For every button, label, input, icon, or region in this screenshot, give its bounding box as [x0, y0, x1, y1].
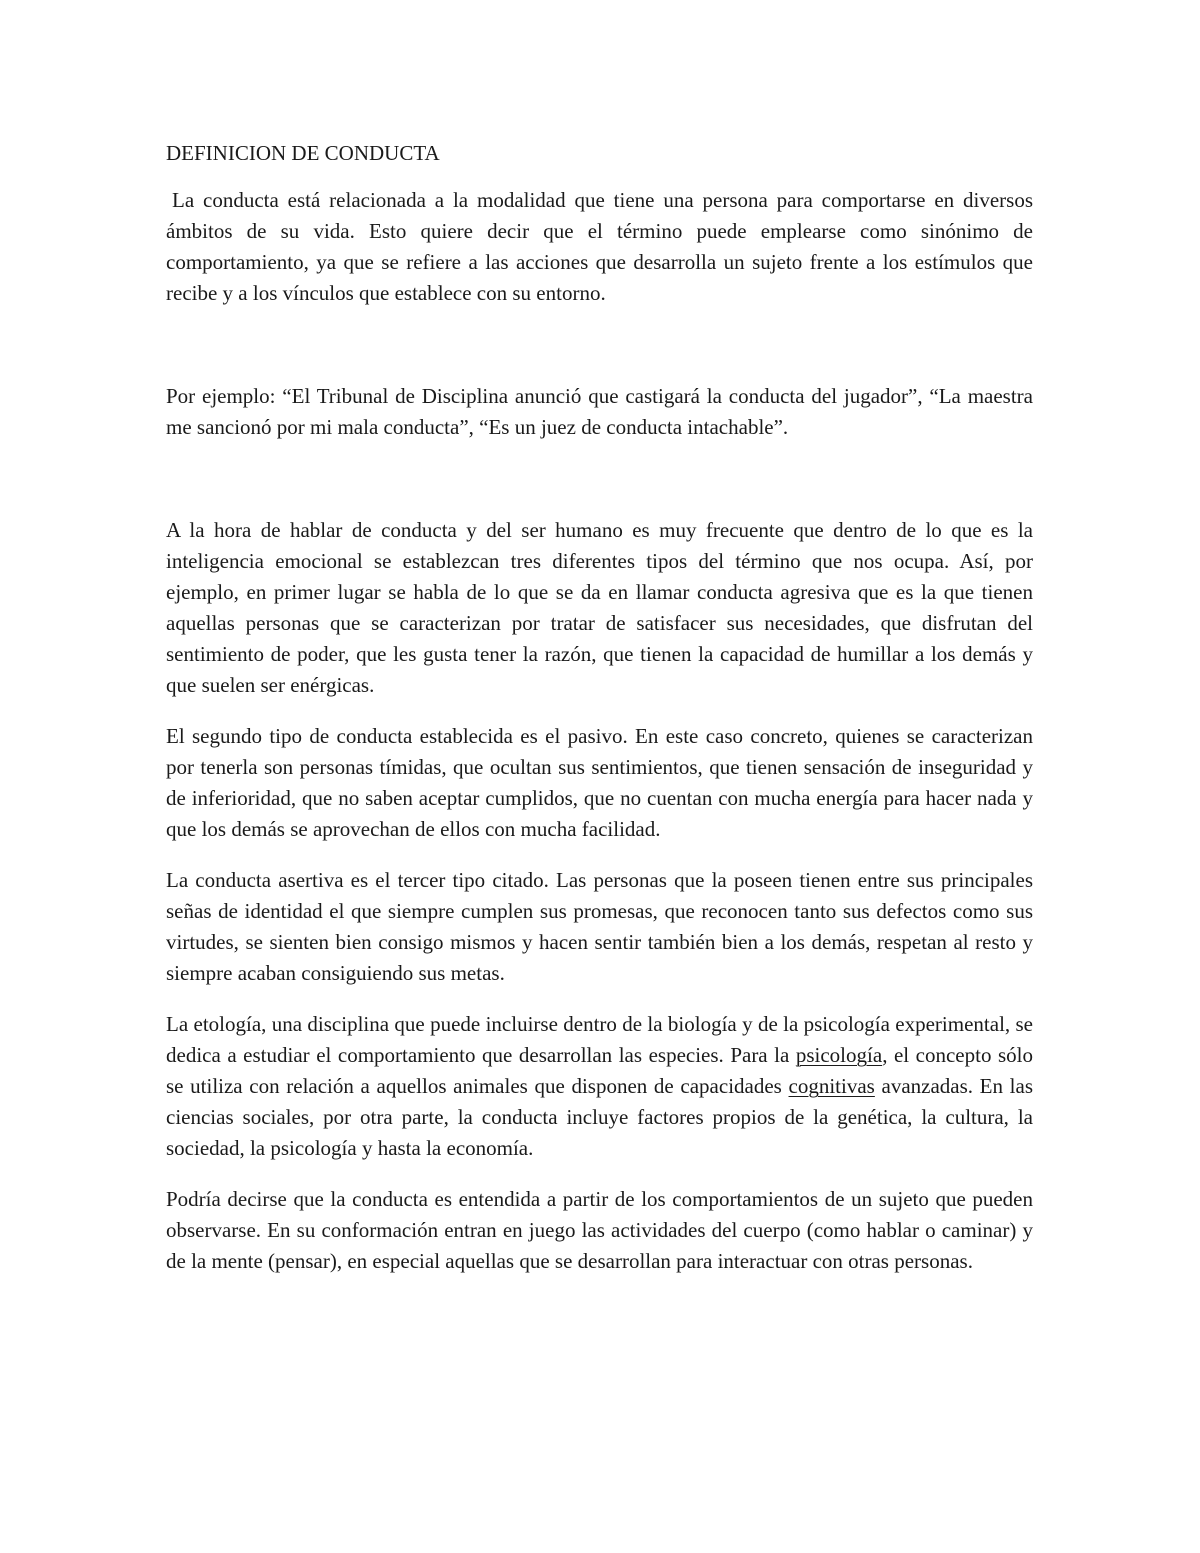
cognitivas-link[interactable]: cognitivas — [788, 1074, 875, 1098]
paragraph-ethology-text-1: La etología, una disciplina que puede incluirse dentro de la biología y de la psicología experimental, se dedica a estudiar el comportamiento que desarrollan las especies. Para la — [166, 1012, 1033, 1067]
paragraph-observable-behavior: Podría decirse que la conducta es entendida a partir de los comportamientos de un sujeto que pueden observarse. En su conformación entran en juego las actividades del cuerpo (como hablar o caminar) y de la mente (pensar), en especial aquellas que se desarrollan para interactuar con otras personas. — [166, 1187, 1033, 1273]
paragraph-examples: Por ejemplo: “El Tribunal de Disciplina anunció que castigará la conducta del jugador”, “La maestra me sancionó por mi mala conducta”, “Es un juez de conducta intachable”. — [166, 384, 1033, 439]
paragraph-definition: La conducta está relacionada a la modalidad que tiene una persona para comportarse en diversos ámbitos de su vida. Esto quiere decir que el término puede emplearse como sinónimo de comportamiento, ya que se refiere a las acciones que desarrolla un sujeto frente a los estímulos que recibe y a los vínculos que establece con su entorno. — [166, 188, 1033, 305]
paragraph-aggressive-conduct: A la hora de hablar de conducta y del ser humano es muy frecuente que dentro de lo que es la inteligencia emocional se establezcan tres diferentes tipos del término que nos ocupa. Así, por ejemplo, en primer lugar se habla de lo que se da en llamar conducta agresiva que es la que tienen aquellas personas que se caracterizan por tratar de satisfacer sus necesidades, que disfrutan del sentimiento de poder, que les gusta tener la razón, que tienen la capacidad de humillar a los demás y que suelen ser enérgicas. — [166, 518, 1033, 697]
paragraph-ethology-text-3: avanzadas. En las ciencias sociales, por otra parte, la conducta incluye factores propios de la genética, la cultura, la sociedad, la psicología y hasta la economía. — [166, 1074, 1034, 1160]
document-body — [166, 138, 1033, 1277]
paragraph-ethology — [166, 1009, 1033, 1164]
document-title: DEFINICION DE CONDUCTA — [166, 141, 440, 165]
psicologia-link[interactable]: psicología — [795, 1043, 883, 1067]
paragraph-assertive-conduct: La conducta asertiva es el tercer tipo citado. Las personas que la poseen tienen entre sus principales señas de identidad el que siempre cumplen sus promesas, que reconocen tanto sus defectos como sus virtudes, se sienten bien consigo mismos y hacen sentir también bien a los demás, respetan al resto y siempre acaban consiguiendo sus metas. — [166, 868, 1033, 985]
paragraph-passive-conduct: El segundo tipo de conducta establecida es el pasivo. En este caso concreto, quienes se caracterizan por tenerla son personas tímidas, que ocultan sus sentimientos, que tienen sensación de inseguridad y de inferioridad, que no saben aceptar cumplidos, que no cuentan con mucha energía para hacer nada y que los demás se aprovechan de ellos con mucha facilidad. — [166, 724, 1033, 841]
paragraph-ethology-text-2: , el concepto sólo se utiliza con relación a aquellos animales que disponen de capacidades — [166, 1043, 1033, 1098]
